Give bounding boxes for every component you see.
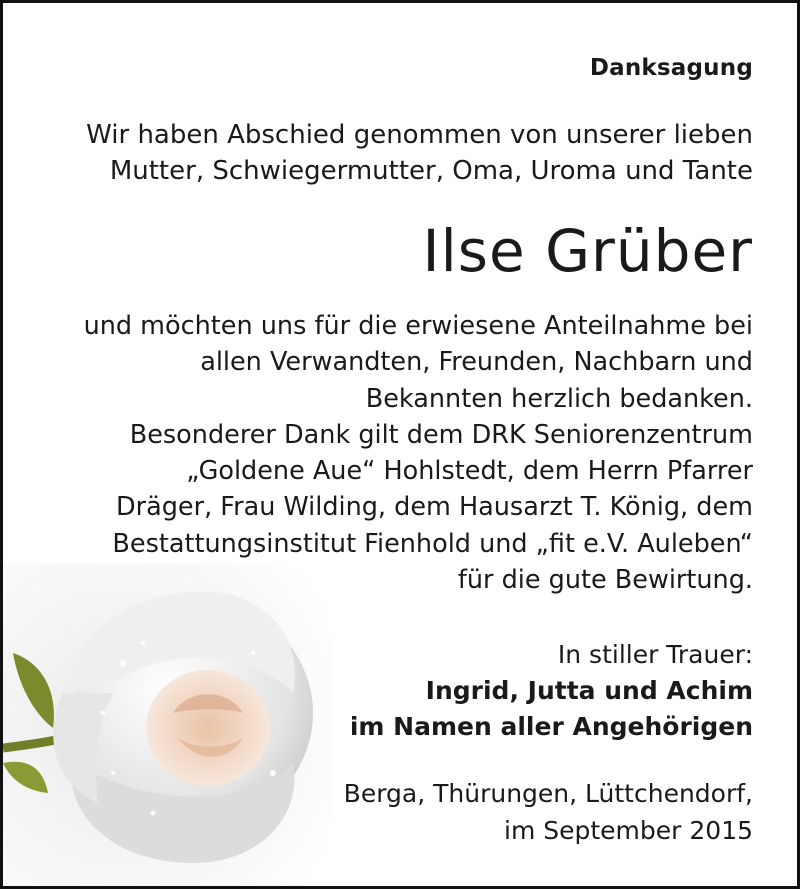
intro-text	[86, 117, 753, 189]
body-line: Bestattungsinstitut Fienhold und „fit e.V. Auleben“	[112, 528, 753, 559]
thanks-text	[84, 308, 753, 598]
body-line: allen Verwandten, Freunden, Nachbarn und	[200, 347, 753, 378]
mourners	[350, 673, 753, 745]
date-line: im September 2015	[504, 816, 753, 845]
deceased-name: Ilse Grüber	[422, 217, 753, 285]
heading: Danksagung	[589, 55, 753, 81]
place-date	[344, 775, 753, 849]
body-line: Dräger, Frau Wilding, dem Hausarzt T. König, dem	[115, 492, 753, 523]
body-line: „Goldene Aue“ Hohlstedt, dem Herrn Pfarrer	[186, 456, 753, 487]
body-line: und möchten uns für die erwiesene Anteilnahme bei	[83, 311, 753, 341]
mourner-line: im Namen aller Angehörigen	[349, 712, 753, 741]
mourning-label: In stiller Trauer:	[557, 640, 753, 669]
mourner-line: Ingrid, Jutta und Achim	[425, 676, 753, 705]
body-line: Besonderer Dank gilt dem DRK Seniorenzentrum	[129, 419, 753, 450]
intro-line: Wir haben Abschied genommen von unserer lieben	[86, 120, 753, 150]
place-line: Berga, Thürungen, Lüttchendorf,	[343, 779, 753, 808]
body-line: für die gute Bewirtung.	[457, 565, 753, 596]
body-line: Bekannten herzlich bedanken.	[365, 383, 753, 414]
intro-line: Mutter, Schwiegermutter, Oma, Uroma und Tante	[109, 156, 753, 186]
white-rose-image	[3, 563, 333, 889]
